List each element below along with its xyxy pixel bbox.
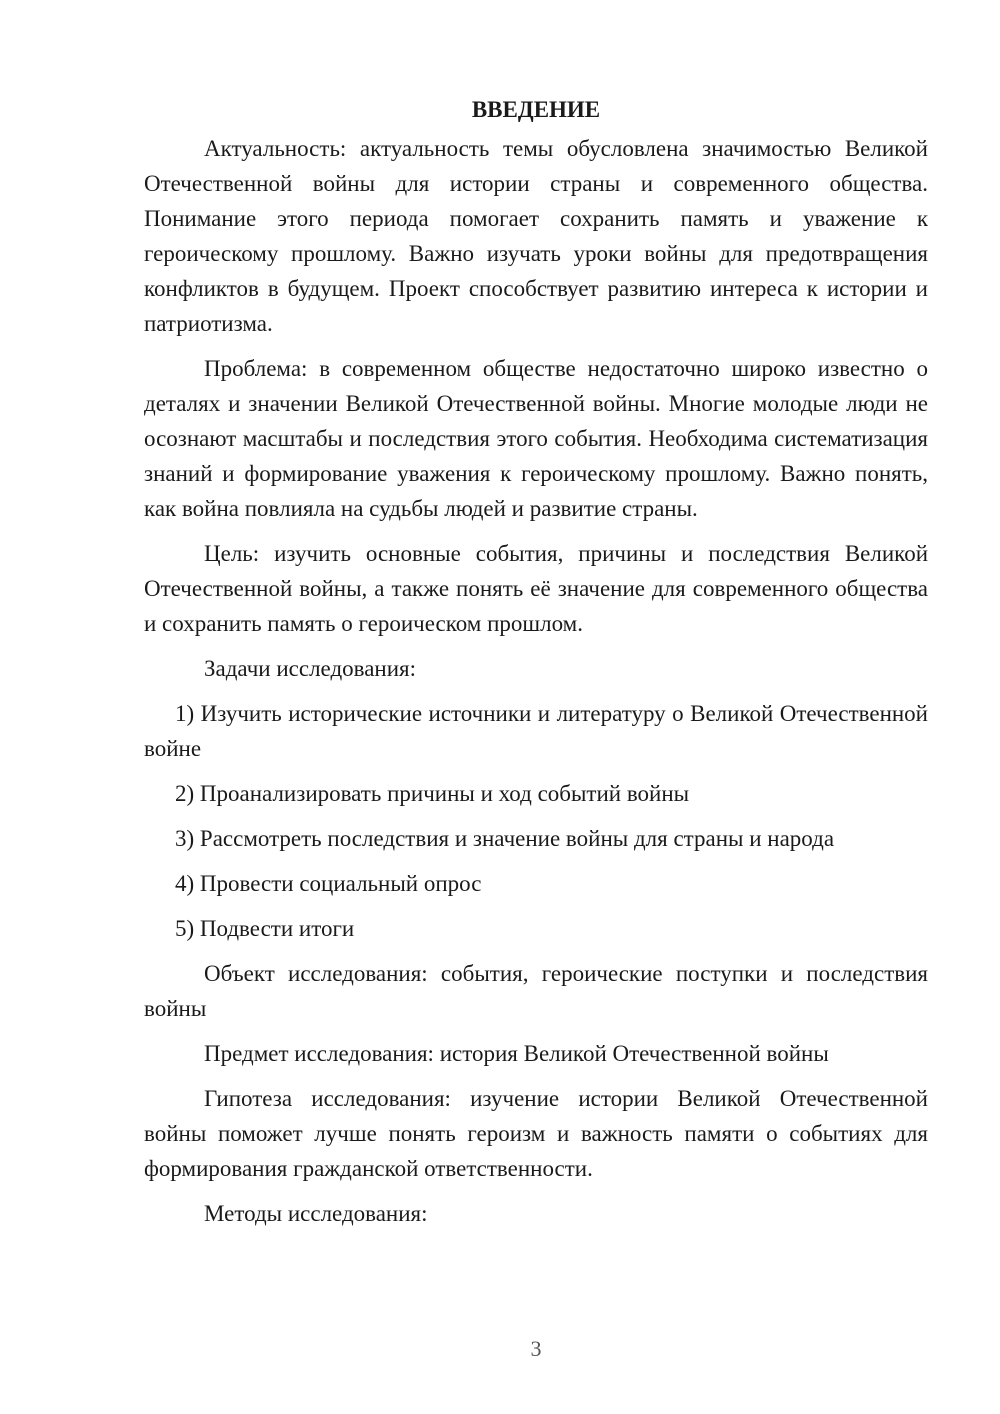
paragraph-tasks-heading: Задачи исследования: — [204, 656, 417, 681]
paragraph-subject: Предмет исследования: история Великой Отечественной войны — [204, 1041, 829, 1066]
task-item-3: 3) Рассмотреть последствия и значение войны для страны и народа — [175, 826, 835, 851]
paragraph-problem: Проблема: в современном обществе недостаточно широко известно о деталях и значении Великой Отечественной войны. Многие молодые люди не осознают масштабы и последствия этого события. Необходима систематизация знаний и формирование уважения к героическому прошлому. Важно понять, как война повлияла на судьбы людей и развитие страны. — [144, 356, 928, 521]
paragraph-methods: Методы исследования: — [204, 1201, 428, 1226]
paragraph-hypothesis: Гипотеза исследования: изучение истории Великой Отечественной войны поможет лучше понять героизм и важность памяти о событиях для формирования гражданской ответственности. — [144, 1086, 928, 1181]
task-item-2: 2) Проанализировать причины и ход событий войны — [175, 781, 690, 806]
task-item-5: 5) Подвести итоги — [175, 916, 355, 941]
page-content — [144, 92, 928, 1241]
task-item-4: 4) Провести социальный опрос — [175, 871, 482, 896]
paragraph-object: Объект исследования: события, героические поступки и последствия войны — [144, 961, 928, 1021]
paragraph-goal: Цель: изучить основные события, причины и последствия Великой Отечественной войны, а также понять её значение для современного общества и сохранить память о героическом прошлом. — [144, 541, 928, 636]
page-number: 3 — [530, 1336, 542, 1361]
page-title: ВВЕДЕНИЕ — [471, 97, 601, 122]
task-item-1: 1) Изучить исторические источники и литературу о Великой Отечественной войне — [144, 701, 928, 761]
paragraph-relevance: Актуальность: актуальность темы обусловлена значимостью Великой Отечественной войны для истории страны и современного общества. Понимание этого периода помогает сохранить память и уважение к героическому прошлому. Важно изучать уроки войны для предотвращения конфликтов в будущем. Проект способствует развитию интереса к истории и патриотизма. — [144, 136, 928, 336]
